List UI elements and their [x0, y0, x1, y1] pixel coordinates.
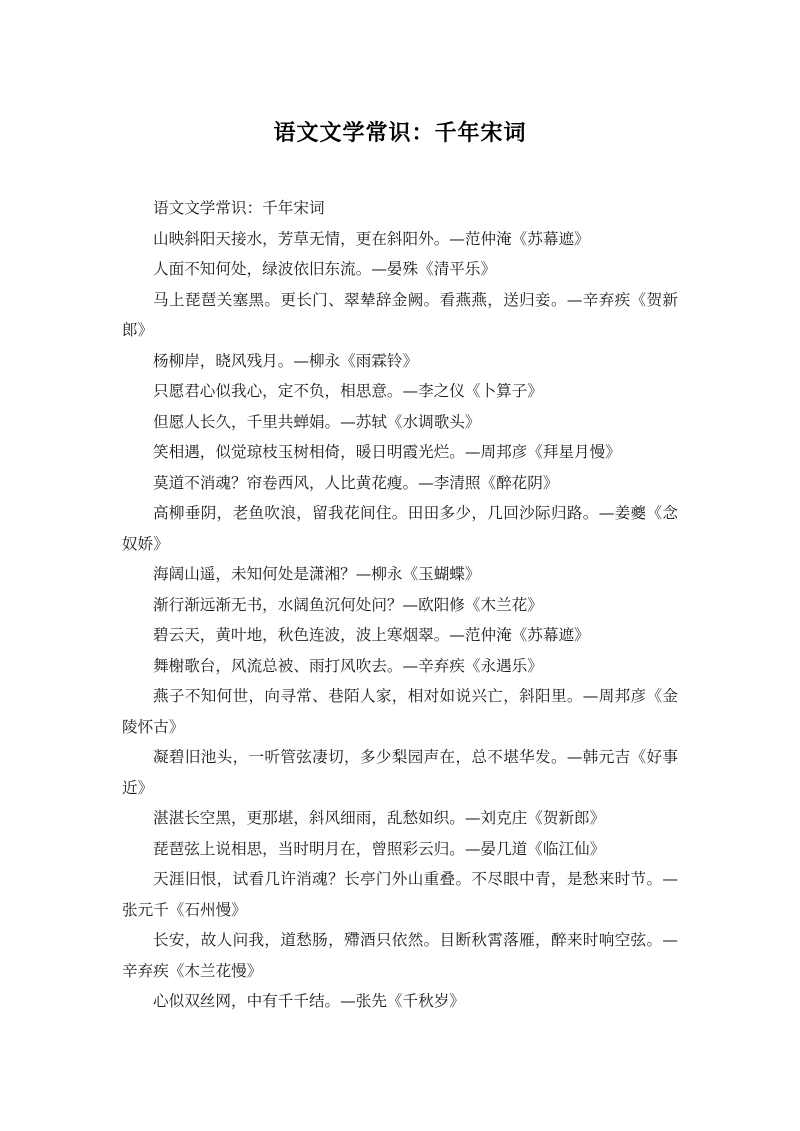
paragraph: 只愿君心似我心，定不负，相思意。—李之仪《卜算子》 — [153, 382, 543, 400]
paragraph: 但愿人长久，千里共蝉娟。—苏轼《水调歌头》 — [153, 412, 481, 431]
paragraph: 山映斜阳天接水，芳草无情，更在斜阳外。—范仲淹《苏幕遮》 — [153, 229, 590, 248]
paragraph: 人面不知何处，绿波依旧东流。—晏殊《清平乐》 — [153, 260, 497, 278]
paragraph: 燕子不知何世，向寻常、巷陌人家，相对如说兴亡，斜阳里。—周邦彦《金陵怀古》 — [122, 687, 678, 736]
paragraph: 湛湛长空黑，更那堪，斜风细雨，乱愁如织。—刘克庄《贺新郎》 — [153, 809, 606, 827]
paragraph: 笑相遇，似觉琼枝玉树相倚，暖日明霞光烂。—周邦彦《拜星月慢》 — [153, 443, 621, 461]
paragraph: 琵琶弦上说相思，当时明月在，曾照彩云归。—晏几道《临江仙》 — [153, 839, 606, 858]
document-body — [122, 193, 678, 1017]
paragraph: 心似双丝网，中有千千结。—张先《千秋岁》 — [153, 992, 465, 1010]
paragraph: 莫道不消魂？帘卷西风，人比黄花瘦。—李清照《醉花阴》 — [153, 473, 559, 492]
paragraph: 舞榭歌台，风流总被、雨打风吹去。—辛弃疾《永遇乐》 — [153, 656, 543, 675]
paragraph: 天涯旧恨，试看几许消魂？长亭门外山重叠。不尽眼中青，是愁来时节。—张元千《石州慢》 — [122, 870, 678, 919]
paragraph: 语文文学常识：千年宋词 — [153, 199, 325, 217]
document-title: 语文文学常识：千年宋词 — [273, 121, 527, 146]
paragraph: 杨柳岸，晓风残月。—柳永《雨霖铃》 — [153, 351, 419, 370]
paragraph: 长安，故人问我，道愁肠，殢酒只依然。目断秋霄落雁，醉来时响空弦。—辛弃疾《木兰花慢》 — [122, 931, 678, 980]
paragraph: 凝碧旧池头，一听管弦凄切，多少梨园声在，总不堪华发。—韩元吉《好事近》 — [122, 748, 678, 797]
paragraph: 碧云天，黄叶地，秋色连波，波上寒烟翠。—范仲淹《苏幕遮》 — [153, 626, 590, 644]
paragraph: 海阔山遥，未知何处是潇湘？—柳永《玉蝴蝶》 — [153, 565, 481, 583]
paragraph: 高柳垂阴，老鱼吹浪，留我花间住。田田多少，几回沙际归路。—姜夔《念奴娇》 — [122, 504, 678, 553]
paragraph: 马上琵琶关塞黑。更长门、翠辇辞金阙。看燕燕，送归妾。—辛弃疾《贺新郎》 — [122, 290, 678, 339]
paragraph: 渐行渐远渐无书，水阔鱼沉何处问？—欧阳修《木兰花》 — [153, 595, 543, 614]
